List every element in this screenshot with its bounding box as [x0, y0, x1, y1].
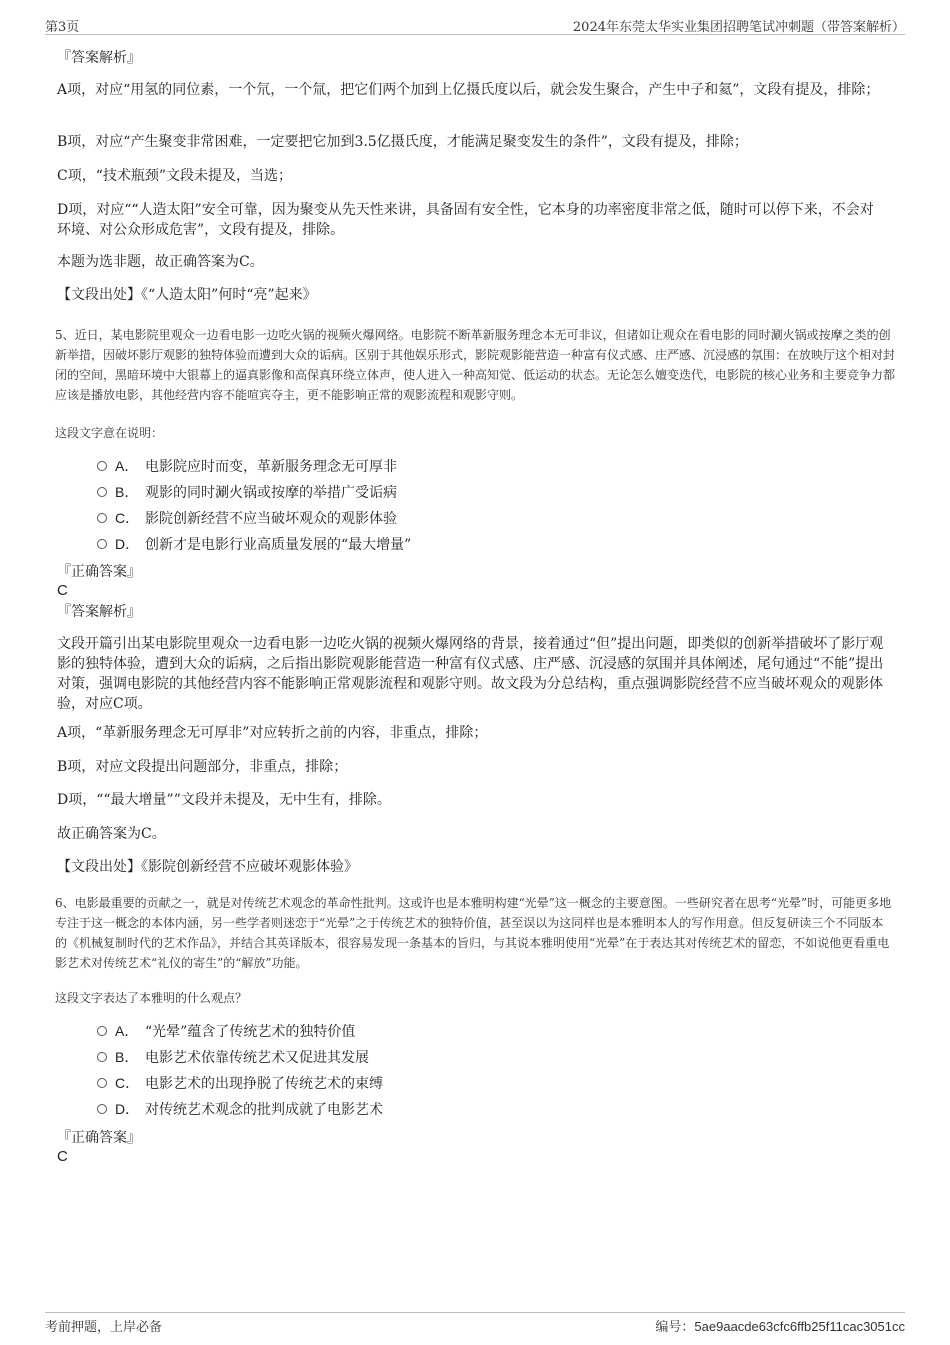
q4-source: 【文段出处】《“人造太阳”何时“亮”起来》 — [57, 287, 317, 303]
q4-conclusion: 本题为选非题，故正确答案为C。 — [57, 254, 264, 270]
footer-code: 编号：5ae9aacde63cfc6ffb25f11cac3051cc — [655, 1319, 905, 1334]
radio-icon[interactable] — [97, 1052, 107, 1062]
q4-analysis-b: B项，对应“产生聚变非常困难，一定要把它加到3.5亿摄氏度，才能满足聚变发生的条件”，文段有提及，排除； — [57, 134, 748, 150]
radio-icon[interactable] — [97, 1104, 107, 1114]
q5-option-a[interactable]: A． 电影院应时而变，革新服务理念无可厚非 — [97, 456, 397, 477]
q5-analysis-label: 『答案解析』 — [57, 604, 141, 620]
footer-slogan: 考前押题，上岸必备 — [45, 1320, 163, 1335]
q5-question: 这段文字意在说明： — [55, 426, 164, 440]
q4-analysis-c: C项，“技术瓶颈”文段未提及，当选； — [57, 168, 293, 184]
q5-analysis-b: B项，对应文段提出问题部分，非重点，排除； — [57, 759, 348, 775]
q4-analysis-d: D项，对应““人造太阳”安全可靠，因为聚变从先天性来讲，具备固有安全性，它本身的功率密度非常之低，随时可以停下来，不会对环境、对公众形成危害”，文段有提及，排除。 — [57, 202, 874, 238]
q6-option-d[interactable]: D． 对传统艺术观念的批判成就了电影艺术 — [97, 1099, 383, 1120]
q5-stem: 5、近日，某电影院里观众一边看电影一边吃火锅的视频火爆网络。电影院不断革新服务理念本无可非议，但诸如让观众在看电影的同时涮火锅或按摩之类的创新举措，因破坏影厅观影的独特体验而遭到大众的诟病。区别于其他娱乐形式，影院观影能营造一种富有仪式感、庄严感、沉浸感的氛围：在放映厅这个相对封闭的空间，黑暗环境中大银幕上的逼真影像和高保真环绕立体声，使人进入一种高知觉、低运动的状态。无论怎么嬗变迭代，电影院的核心业务和主要竞争力都应该是播放电影，其他经营内容不能喧宾夺主，更不能影响正常的观影流程和观影守则。 — [55, 328, 896, 402]
radio-icon[interactable] — [97, 539, 107, 549]
q5-analysis-d: D项，““最大增量””文段并未提及，无中生有，排除。 — [57, 792, 391, 808]
q5-option-d[interactable]: D． 创新才是电影行业高质量发展的“最大增量” — [97, 534, 411, 555]
q5-analysis-a: A项，“革新服务理念无可厚非”对应转折之前的内容，非重点，排除； — [57, 725, 488, 741]
q4-analysis-a: A项，对应“用氢的同位素，一个氘，一个氚，把它们两个加到上亿摄氏度以后，就会发生聚合，产生中子和氦”，文段有提及，排除； — [57, 82, 880, 98]
q6-answer-label: 『正确答案』 — [57, 1130, 141, 1146]
q6-option-c[interactable]: C． 电影艺术的出现挣脱了传统艺术的束缚 — [97, 1073, 383, 1094]
q6-stem: 6、电影最重要的贡献之一，就是对传统艺术观念的革命性批判。这或许也是本雅明构建“光晕”这一概念的主要意图。一些研究者在思考“光晕”时，可能更多地专注于这一概念的本体内涵，另一些学者则迷恋于“光晕”之于传统艺术的独特价值，甚至误以为这同样也是本雅明本人的写作用意。但反复研读三个不同版本的《机械复制时代的艺术作品》，并结合其英译版本，很容易发现一条基本的旨归，与其说本雅明使用“光晕”在于表达其对传统艺术的留恋，不如说他更看重电影艺术对传统艺术“礼仪的寄生”的“解放”功能。 — [55, 896, 892, 970]
q6-answer: C — [57, 1148, 68, 1165]
q4-analysis-label: 『答案解析』 — [57, 50, 141, 66]
radio-icon[interactable] — [97, 461, 107, 471]
q5-answer: C — [57, 582, 68, 599]
q5-option-c[interactable]: C． 影院创新经营不应当破坏观众的观影体验 — [97, 508, 397, 529]
q5-option-b[interactable]: B． 观影的同时涮火锅或按摩的举措广受诟病 — [97, 482, 397, 503]
radio-icon[interactable] — [97, 513, 107, 523]
q5-answer-label: 『正确答案』 — [57, 564, 141, 580]
q6-option-a[interactable]: A． “光晕”蕴含了传统艺术的独特价值 — [97, 1021, 355, 1042]
radio-icon[interactable] — [97, 1078, 107, 1088]
document-title: 2024年东莞太华实业集团招聘笔试冲刺题（带答案解析） — [572, 20, 905, 35]
q5-analysis: 文段开篇引出某电影院里观众一边看电影一边吃火锅的视频火爆网络的背景，接着通过“但”提出问题，即类似的创新举措破坏了影厅观影的独特体验，遭到大众的诟病，之后指出影院观影能营造一种富有仪式感、庄严感、沉浸感的氛围并具体阐述，尾句通过“不能”提出对策，强调电影院的其他经营内容不能影响正常观影流程和观影守则。故文段为分总结构，重点强调影院经营不应当破坏观众的观影体验，对应C项。 — [57, 636, 884, 712]
q5-conclusion: 故正确答案为C。 — [57, 826, 166, 842]
radio-icon[interactable] — [97, 487, 107, 497]
q6-question: 这段文字表达了本雅明的什么观点？ — [55, 991, 248, 1005]
radio-icon[interactable] — [97, 1026, 107, 1036]
q6-option-b[interactable]: B． 电影艺术依靠传统艺术又促进其发展 — [97, 1047, 369, 1068]
page-footer — [45, 1312, 905, 1335]
q5-source: 【文段出处】《影院创新经营不应破坏观影体验》 — [57, 859, 358, 875]
page-number: 第3页 — [45, 20, 80, 35]
page-header — [45, 14, 905, 35]
